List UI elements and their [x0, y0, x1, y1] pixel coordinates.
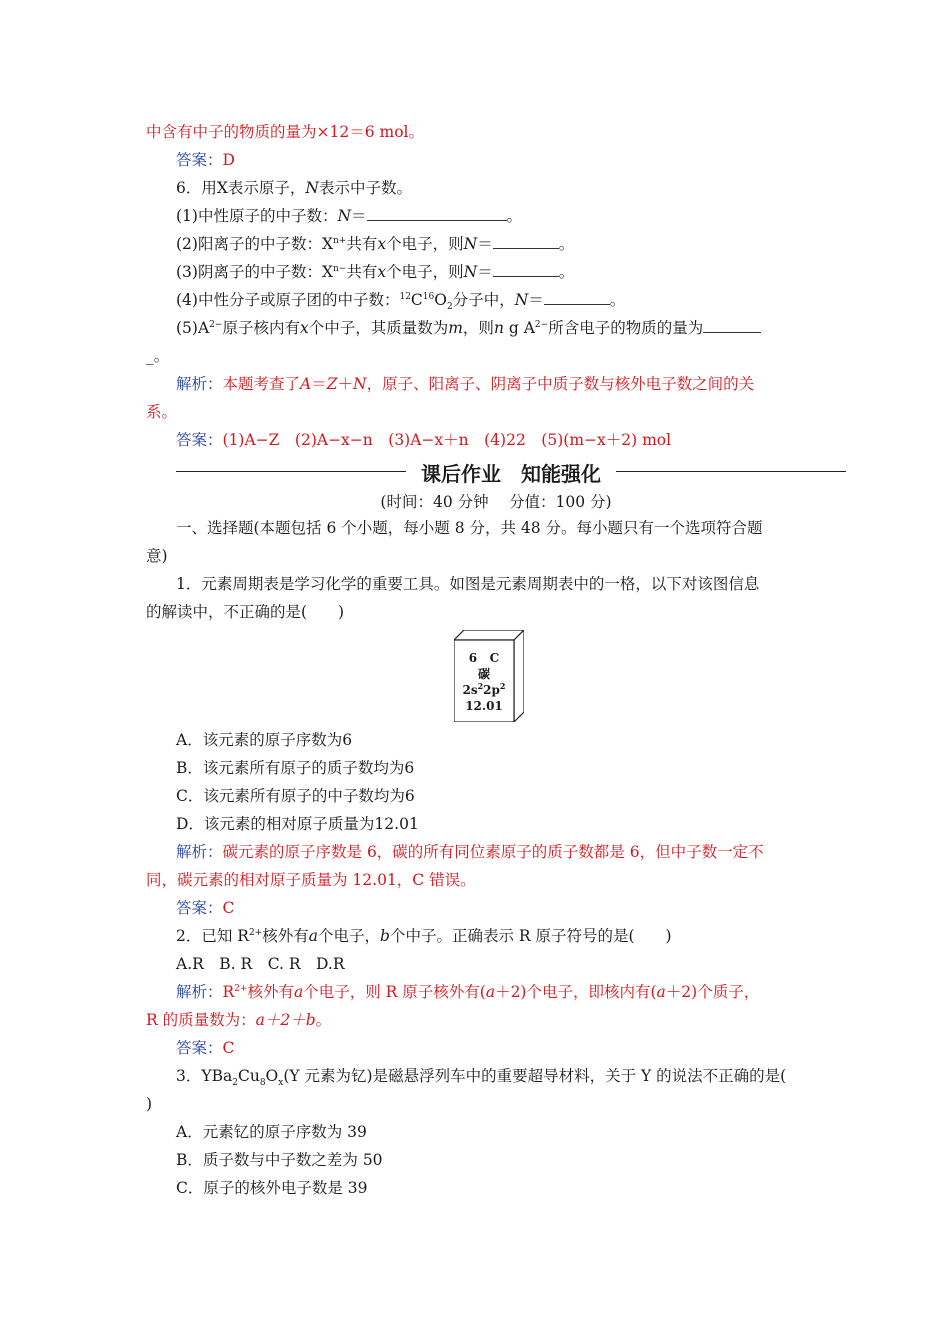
- question-1-stem: 1．元素周期表是学习化学的重要工具。如图是元素周期表中的一格，以下对该图信息: [176, 575, 760, 593]
- element-number-symbol: 6 C: [468, 651, 500, 665]
- answer-blank[interactable]: [367, 206, 507, 221]
- option-a: A．元素钇的原子序数为 39: [176, 1123, 367, 1141]
- element-mass: 12.01: [465, 699, 503, 713]
- analysis-2-cont: R 的质量数为：a＋2＋b。: [146, 1011, 332, 1029]
- question-2-options: A.R B. R C. R D.R: [176, 955, 345, 973]
- part-heading-cont: 意): [146, 547, 168, 565]
- answer-label: 答案：: [176, 1039, 223, 1057]
- part-heading: 一、选择题(本题包括 6 个小题，每小题 8 分，共 48 分。每小题只有一个选项符合题: [176, 519, 763, 537]
- option-b: B．该元素所有原子的质子数均为6: [176, 759, 415, 777]
- answer-value: D: [222, 151, 235, 169]
- solution-line-prev: 中含有中子的物质的量为×12＝6 mol。: [146, 123, 424, 141]
- option-d: D．该元素的相对原子质量为12.01: [176, 815, 419, 833]
- question-6-part-5: $(5)A^{2-}$原子核内有x个中子，其质量数为m，则n g $A^{2-}$所含电子的物质的量为: [176, 318, 761, 338]
- answer-label: 答案：: [176, 151, 223, 169]
- option-b: B．质子数与中子数之差为 50: [176, 1151, 383, 1169]
- element-name: 碳: [477, 667, 490, 681]
- question-6-part-5-end: _。: [146, 347, 170, 365]
- answer-label: 答案：: [176, 431, 223, 449]
- section-time: (时间：40 分钟 分值：100 分): [380, 493, 612, 511]
- analysis-1-cont: 同，碳元素的相对原子质量为 12.01，C 错误。: [146, 871, 476, 889]
- option-c: C．该元素所有原子的中子数均为6: [176, 787, 415, 805]
- analysis-label: 解析：: [176, 983, 223, 1001]
- analysis-label: 解析：: [176, 843, 223, 861]
- question-1-stem-cont: 的解读中，不正确的是( ): [146, 603, 345, 621]
- analysis-2: 解析：$R^{2+}$核外有a个电子，则 R 原子核外有(a＋2)个电子，即核内有(a＋2)个质子，: [176, 983, 760, 1001]
- answer-label: 答案：: [176, 899, 223, 917]
- question-6-stem: 6．用X表示原子，N表示中子数。: [176, 179, 412, 197]
- answer-1: [176, 898, 234, 918]
- answer-blank[interactable]: [493, 234, 559, 249]
- section-title: 课后作业 知能强化: [421, 462, 601, 486]
- question-6-part-1: (1)中性原子的中子数：N＝ 。: [176, 207, 523, 225]
- question-6-part-2: (2)阳离子的中子数：$X^{n+}$共有x个电子，则N＝ 。: [176, 235, 575, 253]
- answer-blank[interactable]: [544, 290, 610, 305]
- periodic-table-cell-figure: [454, 630, 524, 722]
- answer-value: C: [222, 899, 235, 917]
- question-2-stem: 2．已知 $R^{2+}$核外有a个电子，b个中子。正确表示 R 原子符号的是( ): [176, 927, 672, 945]
- answer-6: [176, 430, 671, 450]
- element-config: $2s^22p^2$: [462, 681, 506, 697]
- section-header: [176, 458, 846, 484]
- analysis-6: 解析：本题考查了A＝Z＋N，原子、阳离子、阴离子中质子数与核外电子数之间的关: [176, 375, 755, 393]
- answer-value: C: [222, 1039, 235, 1057]
- analysis-6-cont: 系。: [146, 403, 178, 421]
- answer-blank[interactable]: [493, 262, 559, 277]
- answer-value: (1)A−Z (2)A−x−n (3)A−x＋n (4)22 (5)(m−x＋2) mol: [222, 431, 672, 449]
- answer-2: [176, 1038, 234, 1058]
- analysis-1: 解析：碳元素的原子序数是 6，碳的所有同位素原子的质子数都是 6，但中子数一定不: [176, 843, 764, 861]
- question-3-stem-cont: ): [146, 1095, 153, 1113]
- option-a: A．该元素的原子序数为6: [176, 731, 353, 749]
- question-3-stem: 3．$YBa_2Cu_8O_x(Y$ 元素为钇)是磁悬浮列车中的重要超导材料，关于 Y 的说法不正确的是(: [176, 1067, 787, 1089]
- option-c: C．原子的核外电子数是 39: [176, 1179, 368, 1197]
- question-6-part-3: (3)阴离子的中子数：$X^{n-}$共有x个电子，则N＝ 。: [176, 263, 575, 281]
- answer-blank[interactable]: [703, 318, 761, 333]
- answer-5: [176, 150, 235, 170]
- analysis-label: 解析：: [176, 375, 223, 393]
- question-6-part-4: (4)中性分子或原子团的中子数：$^{12}C^{16}O_2$分子中，N＝ 。: [176, 291, 626, 313]
